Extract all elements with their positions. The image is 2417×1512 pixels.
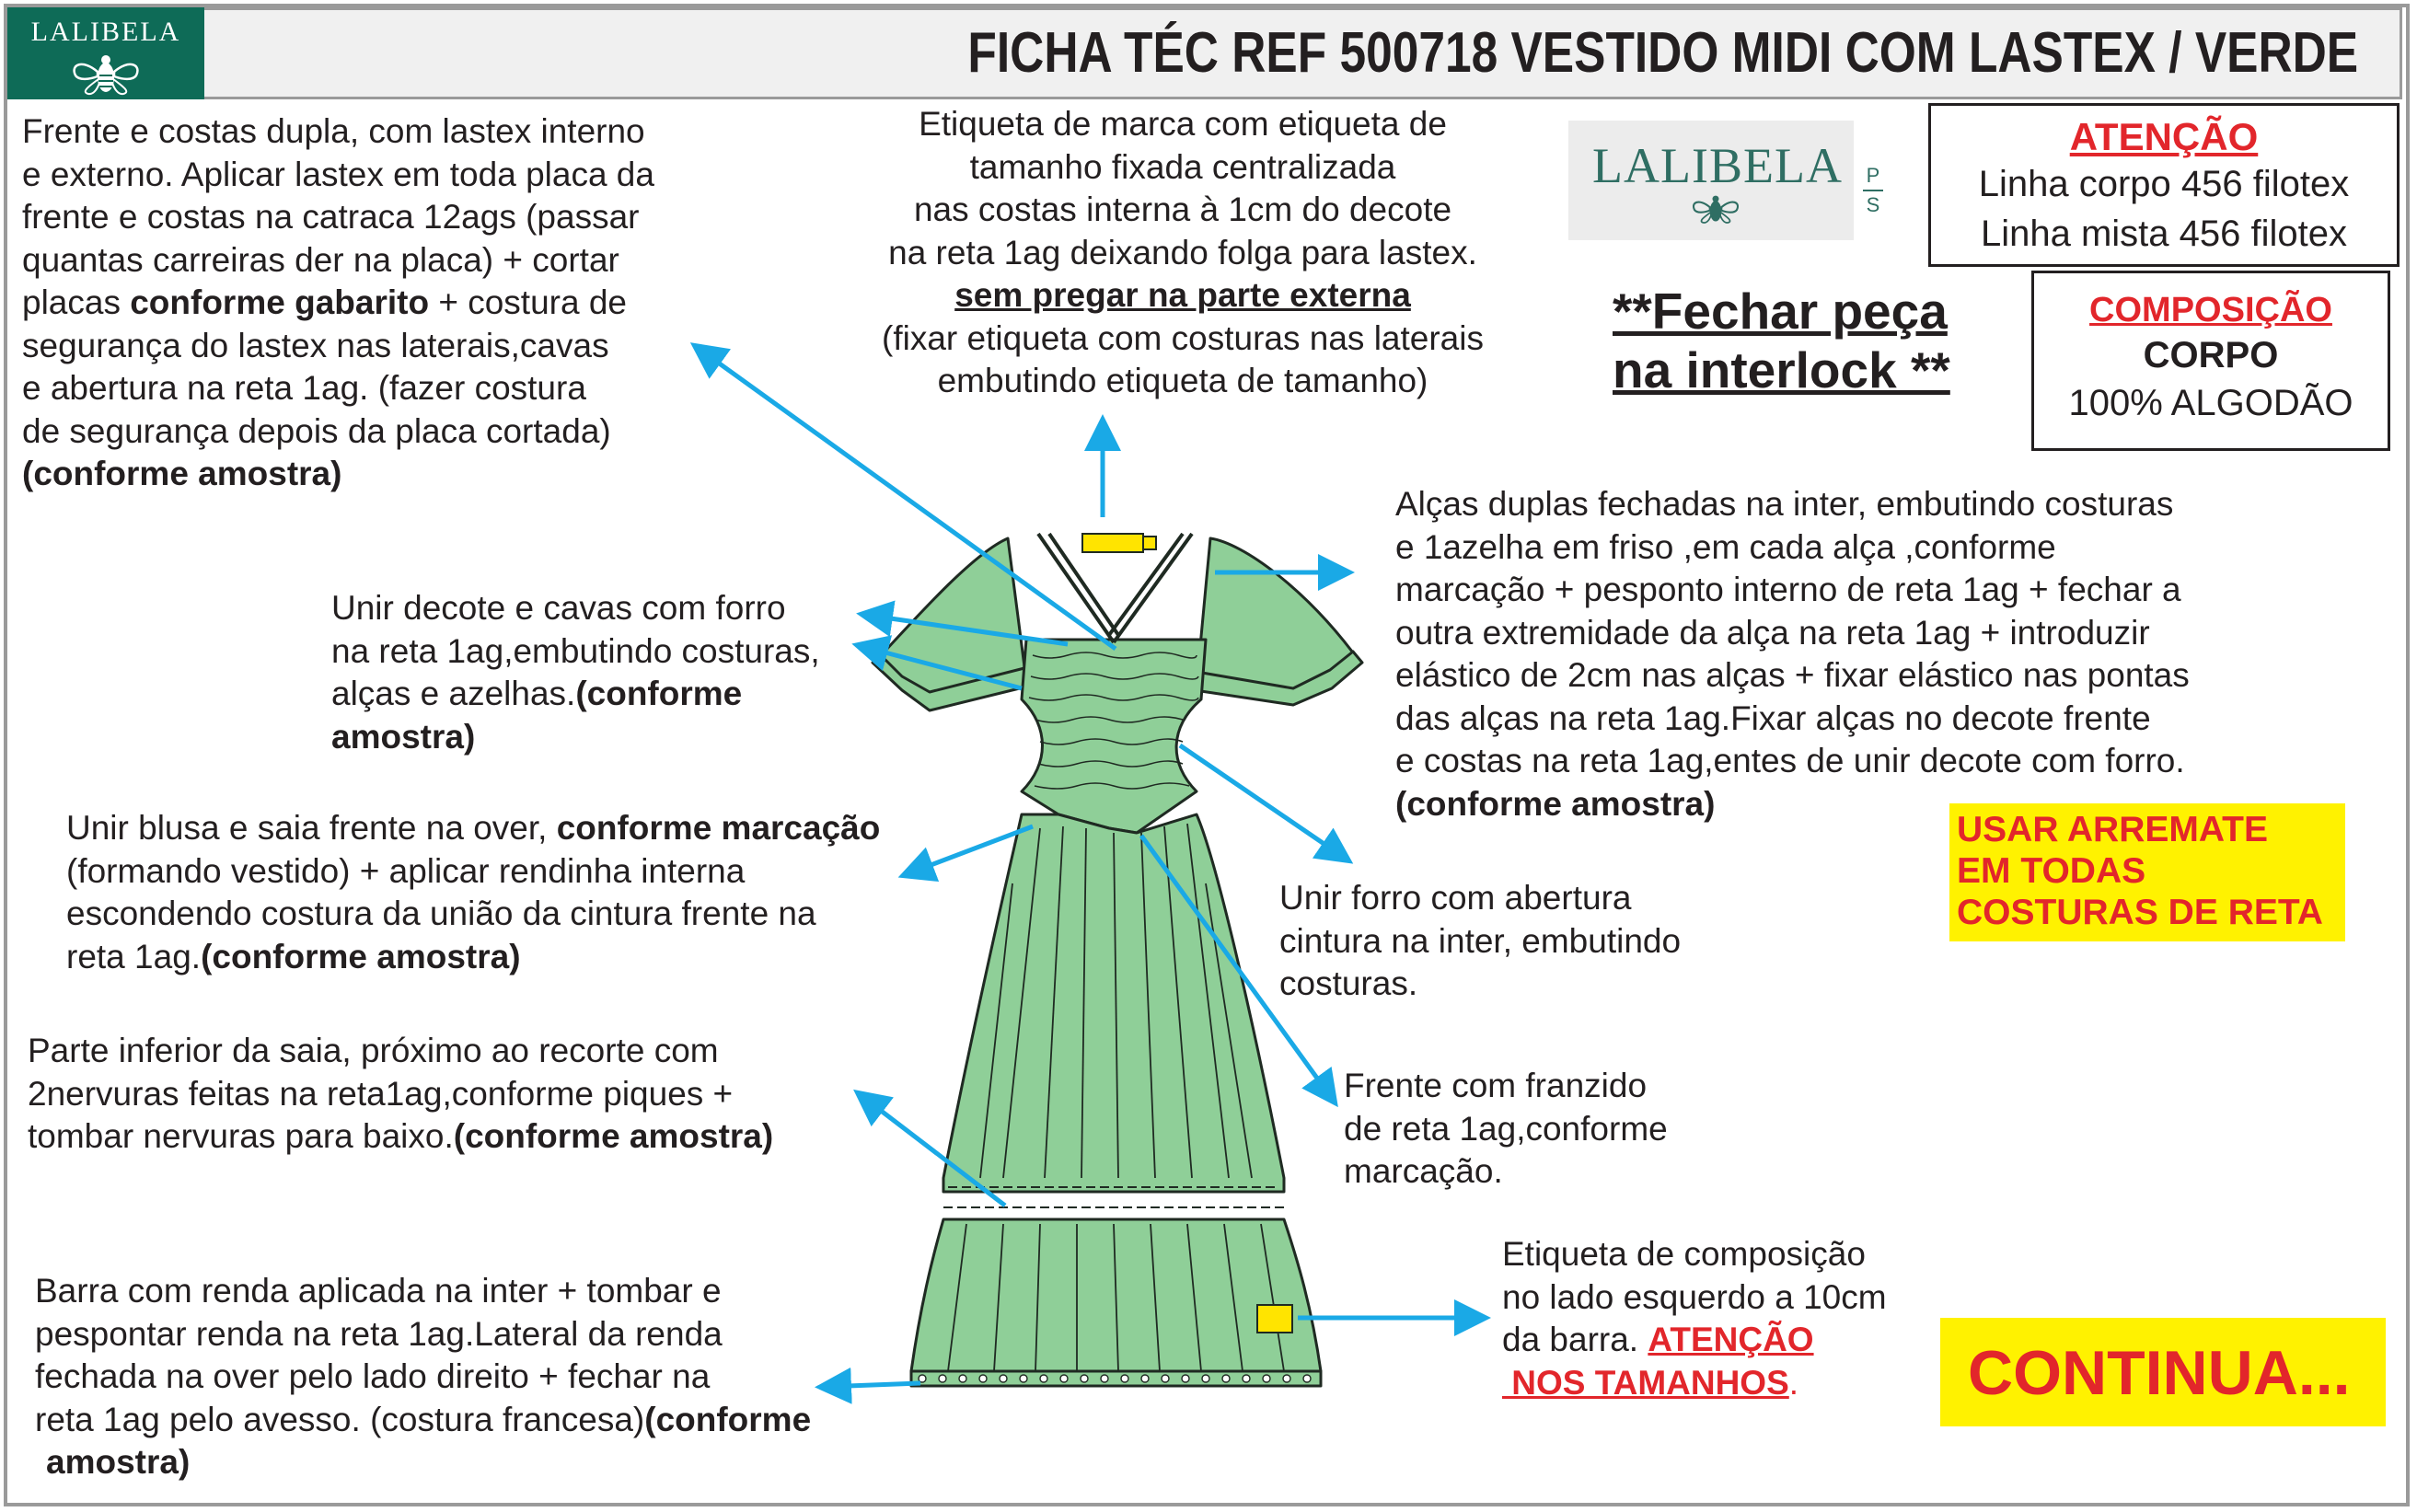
note-emphasis: (conforme amostra) [22,455,342,492]
size-label-tag [1143,537,1156,549]
note-line: e abertura na reta 1ag. (fazer costura [22,369,586,407]
note-line: cintura na inter, embutindo [1279,921,1682,960]
dress-drawing [873,534,1362,1386]
size-mark-bottom: S [1866,193,1880,216]
note-line: 2nervuras feitas na reta1ag,conforme piques + [28,1074,734,1113]
note-line: segurança do lastex nas laterais,cavas [22,326,609,364]
continua-label: CONTINUA... [1968,1338,2351,1408]
logo-text: LALIBELA [30,17,181,47]
note-line: Frente e costas dupla, com lastex interno [22,112,645,150]
note-emphasis: conforme gabarito [130,283,430,321]
note-line: embutindo etiqueta de tamanho) [937,362,1428,399]
note-line: pespontar renda na reta 1ag.Lateral da renda [35,1314,723,1353]
note-emphasis: sem pregar na parte externa [954,276,1411,314]
note-line: outra extremidade da alça na reta 1ag + introduzir [1395,613,2150,652]
note-line: de segurança depois da placa cortada) [22,411,611,450]
atencao-line: Linha corpo 456 filotex [1978,164,2350,204]
note-text: placas [22,283,131,321]
note-emphasis: (conforme [644,1400,812,1438]
note-line: quantas carreiras der na placa) + cortar [22,240,619,279]
note-line: (formando vestido) + aplicar rendinha interna [66,851,746,890]
note-line: (fixar etiqueta com costuras nas laterais [882,318,1484,357]
document-title: FICHA TÉC REF 500718 VESTIDO MIDI COM LASTEX / VERDE [967,21,2358,85]
lace-band [911,1371,1321,1386]
note-line: Alças duplas fechadas na inter, embutindo costuras [1395,485,2174,523]
note-emphasis: conforme marcação [556,809,881,847]
note-emphasis: amostra) [331,717,476,756]
note-line: Frente com franzido [1344,1067,1648,1104]
note-line: frente e costas na catraca 12ags (passar [22,198,640,236]
atencao-line: Linha mista 456 filotex [1980,214,2347,254]
note-line: marcação + pesponto interno de reta 1ag + fechar a [1395,571,2181,608]
note-emphasis: (conforme [575,675,743,712]
note-emphasis: (conforme amostra) [1395,784,1716,823]
note-line: no lado esquerdo a 10cm [1502,1277,1887,1316]
note-emphasis: (conforme amostra) [453,1117,774,1155]
brand-name: LALIBELA [1592,138,1843,193]
atencao-title: ATENÇÃO [2069,115,2259,158]
note-line: Etiqueta de marca com etiqueta de [919,105,1447,143]
note-line: de reta 1ag,conforme [1344,1109,1668,1148]
note-emphasis: (conforme amostra) [201,937,521,975]
composicao-corpo: CORPO [2143,335,2279,375]
note-line: fechada na over pelo lado direito + fechar na [35,1357,711,1395]
note-line: e costas na reta 1ag,entes de unir decote com forro. [1395,742,2185,779]
note-line: e externo. Aplicar lastex em toda placa da [22,155,654,193]
note-line: elástico de 2cm nas alças + fixar elástico nas pontas [1395,656,2190,694]
fechar-line: na interlock ** [1613,341,1950,398]
note-line: Parte inferior da saia, próximo ao recorte com [28,1032,719,1069]
note-text: da barra. [1502,1321,1648,1358]
note-line: escondendo costura da união da cintura frente na [66,895,816,932]
note-line: Etiqueta de composição [1502,1235,1866,1273]
arremate-line: EM TODAS [1957,851,2146,891]
note-alert: ATENÇÃO [1648,1321,1814,1358]
note-line: costuras. [1279,964,1418,1002]
bodice [1022,640,1206,833]
note-line: das alças na reta 1ag.Fixar alças no decote frente [1395,698,2151,737]
composicao-title: COMPOSIÇÃO [2089,291,2332,329]
brand-label-tag [1082,534,1143,552]
note-text: reta 1ag pelo avesso. (costura francesa) [35,1400,645,1438]
size-mark-top: P [1866,164,1880,187]
note-alert: NOS TAMANHOS [1502,1363,1789,1402]
arremate-line: COSTURAS DE RETA [1957,893,2323,932]
note-line: Unir decote e cavas com forro [331,589,786,627]
note-line: e 1azelha em friso ,em cada alça ,conforme [1395,527,2056,566]
note-text: . [1788,1363,1799,1402]
note-text: alças e azelhas. [331,675,576,712]
note-text: tombar nervuras para baixo. [28,1117,454,1155]
note-line: Unir forro com abertura [1279,879,1632,917]
note-emphasis: amostra) [46,1443,191,1481]
note-line: na reta 1ag deixando folga para lastex. [888,233,1477,271]
note-line: marcação. [1344,1152,1503,1190]
note-text: + costura de [429,283,627,321]
composition-label-tag [1257,1305,1292,1333]
composicao-material: 100% ALGODÃO [2068,383,2353,423]
note-line: tamanho fixada centralizada [969,147,1396,186]
note-text: reta 1ag. [66,937,202,975]
note-line: na reta 1ag,embutindo costuras, [331,631,820,670]
note-line: nas costas interna à 1cm do decote [913,190,1452,228]
arrow-barra [824,1383,920,1387]
note-text: Unir blusa e saia frente na over, [66,809,557,847]
arremate-line: USAR ARREMATE [1957,810,2268,849]
note-line: Barra com renda aplicada na inter + tombar e [35,1272,722,1310]
fechar-line: **Fechar peça [1613,283,1948,340]
arrow-frente-costas [698,348,1116,649]
